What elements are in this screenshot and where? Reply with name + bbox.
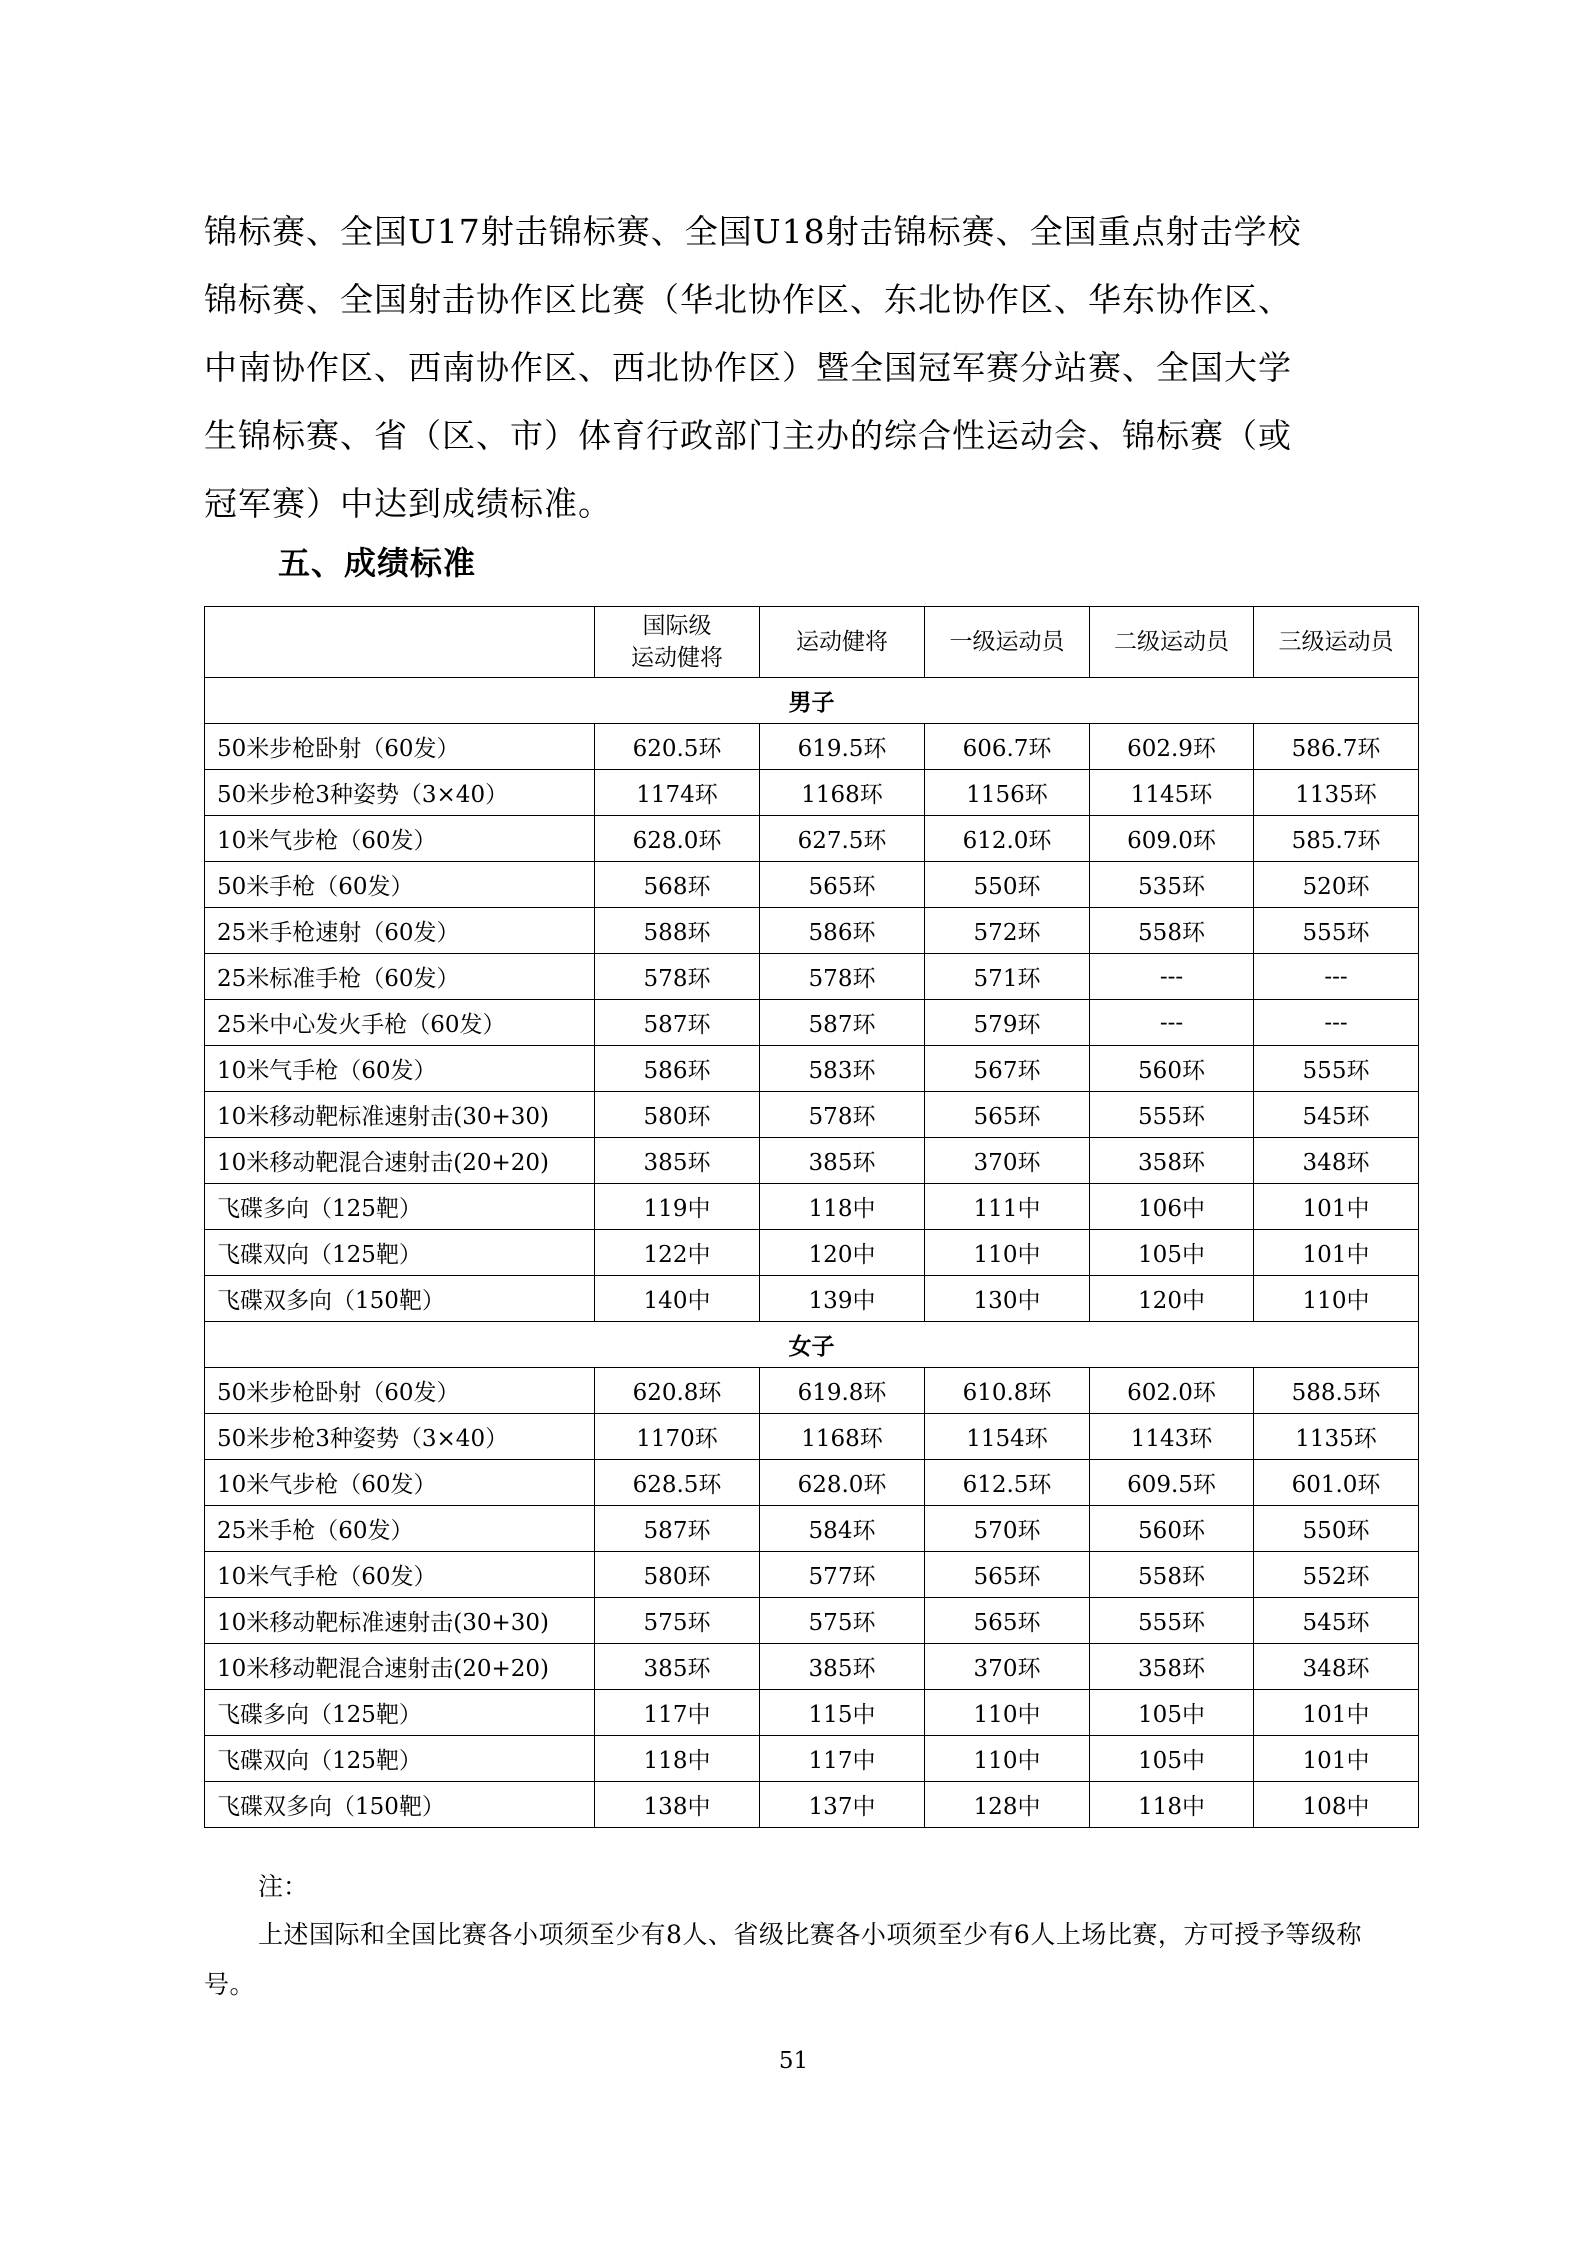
table-row (205, 1782, 1419, 1828)
score-cell: 588.5环 (1254, 1368, 1419, 1414)
score-cell: 110中 (925, 1230, 1090, 1276)
score-cell: 1145环 (1090, 770, 1254, 816)
event-cell: 飞碟多向（125靶） (205, 1690, 595, 1736)
score-cell: 101中 (1254, 1736, 1419, 1782)
score-cell: 555环 (1090, 1092, 1254, 1138)
event-cell: 10米气手枪（60发） (205, 1046, 595, 1092)
score-cell: 130中 (925, 1276, 1090, 1322)
score-cell: 552环 (1254, 1552, 1419, 1598)
event-cell: 10米气步枪（60发） (205, 1460, 595, 1506)
note-label: 注： (258, 1872, 309, 1901)
score-cell: 565环 (925, 1092, 1090, 1138)
event-cell: 飞碟多向（125靶） (205, 1184, 595, 1230)
event-cell: 飞碟双多向（150靶） (205, 1782, 595, 1828)
score-cell: 627.5环 (760, 816, 925, 862)
score-cell: 565环 (925, 1598, 1090, 1644)
score-cell: 584环 (760, 1506, 925, 1552)
score-cell: 108中 (1254, 1782, 1419, 1828)
score-cell: 101中 (1254, 1230, 1419, 1276)
score-cell: 578环 (760, 954, 925, 1000)
page-number: 51 (778, 2048, 809, 2074)
intro-line: 冠军赛）中达到成绩标准。 (204, 484, 612, 523)
score-cell: 585.7环 (1254, 816, 1419, 862)
score-cell: 602.9环 (1090, 724, 1254, 770)
score-cell: 580环 (595, 1552, 760, 1598)
score-cell: 118中 (760, 1184, 925, 1230)
table-row (205, 1552, 1419, 1598)
score-cell: 1168环 (760, 770, 925, 816)
table-row (205, 954, 1419, 1000)
score-cell: 117中 (760, 1736, 925, 1782)
score-cell: 119中 (595, 1184, 760, 1230)
score-cell: 587环 (595, 1000, 760, 1046)
event-cell: 飞碟双多向（150靶） (205, 1276, 595, 1322)
table-row (205, 1276, 1419, 1322)
table-row (205, 1138, 1419, 1184)
event-cell: 飞碟双向（125靶） (205, 1230, 595, 1276)
score-cell: 137中 (760, 1782, 925, 1828)
score-cell: 550环 (925, 862, 1090, 908)
score-cell: 520环 (1254, 862, 1419, 908)
section-row (205, 678, 1419, 724)
header-level3: 三级运动员 (1254, 607, 1419, 678)
score-cell: 570环 (925, 1506, 1090, 1552)
score-cell: 358环 (1090, 1644, 1254, 1690)
score-cell: 571环 (925, 954, 1090, 1000)
score-cell: 587环 (595, 1506, 760, 1552)
score-cell: 106中 (1090, 1184, 1254, 1230)
score-cell: 545环 (1254, 1598, 1419, 1644)
score-cell: 619.8环 (760, 1368, 925, 1414)
event-cell: 10米移动靶标准速射击(30+30) (205, 1092, 595, 1138)
section-label: 男子 (205, 678, 1419, 724)
score-cell: 535环 (1090, 862, 1254, 908)
score-cell: 545环 (1254, 1092, 1419, 1138)
note-text: 上述国际和全国比赛各小项须至少有8人、省级比赛各小项须至少有6人上场比赛，方可授予等级称号。 (204, 1920, 1362, 1999)
table-row (205, 770, 1419, 816)
event-cell: 25米手枪速射（60发） (205, 908, 595, 954)
event-cell: 50米手枪（60发） (205, 862, 595, 908)
table-row (205, 1506, 1419, 1552)
event-cell: 10米气手枪（60发） (205, 1552, 595, 1598)
header-international-line2: 运动健将 (631, 645, 723, 671)
score-cell: 555环 (1090, 1598, 1254, 1644)
section-row (205, 1322, 1419, 1368)
score-cell: 587环 (760, 1000, 925, 1046)
score-cell: 579环 (925, 1000, 1090, 1046)
score-cell: 558环 (1090, 1552, 1254, 1598)
event-cell: 25米中心发火手枪（60发） (205, 1000, 595, 1046)
event-cell: 50米步枪3种姿势（3×40） (205, 770, 595, 816)
table-row (205, 862, 1419, 908)
score-cell: 567环 (925, 1046, 1090, 1092)
score-cell: 110中 (1254, 1276, 1419, 1322)
score-cell: 560环 (1090, 1046, 1254, 1092)
score-cell: 555环 (1254, 1046, 1419, 1092)
score-cell: --- (1254, 1000, 1419, 1046)
event-cell: 50米步枪卧射（60发） (205, 1368, 595, 1414)
score-cell: 560环 (1090, 1506, 1254, 1552)
score-cell: 115中 (760, 1690, 925, 1736)
header-level2: 二级运动员 (1090, 607, 1254, 678)
section-heading: 五、成绩标准 (278, 544, 477, 582)
score-cell: 572环 (925, 908, 1090, 954)
score-cell: --- (1090, 1000, 1254, 1046)
score-cell: 385环 (595, 1644, 760, 1690)
table-header-row (205, 607, 1419, 678)
event-cell: 10米移动靶标准速射击(30+30) (205, 1598, 595, 1644)
score-cell: 628.0环 (760, 1460, 925, 1506)
score-cell: 612.5环 (925, 1460, 1090, 1506)
header-master: 运动健将 (760, 607, 925, 678)
score-cell: 609.5环 (1090, 1460, 1254, 1506)
event-cell: 10米移动靶混合速射击(20+20) (205, 1138, 595, 1184)
score-cell: 110中 (925, 1736, 1090, 1782)
score-cell: 586环 (595, 1046, 760, 1092)
score-cell: 575环 (595, 1598, 760, 1644)
table-row (205, 1690, 1419, 1736)
header-event (205, 607, 595, 678)
score-cell: 105中 (1090, 1736, 1254, 1782)
score-cell: 568环 (595, 862, 760, 908)
score-cell: 139中 (760, 1276, 925, 1322)
score-cell: 610.8环 (925, 1368, 1090, 1414)
score-cell: 555环 (1254, 908, 1419, 954)
score-cell: 1174环 (595, 770, 760, 816)
event-cell: 25米手枪（60发） (205, 1506, 595, 1552)
score-cell: 612.0环 (925, 816, 1090, 862)
score-cell: 140中 (595, 1276, 760, 1322)
score-cell: 385环 (595, 1138, 760, 1184)
event-cell: 10米移动靶混合速射击(20+20) (205, 1644, 595, 1690)
event-cell: 飞碟双向（125靶） (205, 1736, 595, 1782)
score-cell: 586.7环 (1254, 724, 1419, 770)
table-row (205, 1736, 1419, 1782)
table-row (205, 1000, 1419, 1046)
event-cell: 10米气步枪（60发） (205, 816, 595, 862)
event-cell: 50米步枪3种姿势（3×40） (205, 1414, 595, 1460)
score-cell: 385环 (760, 1138, 925, 1184)
score-cell: 120中 (760, 1230, 925, 1276)
score-cell: 606.7环 (925, 724, 1090, 770)
table-row (205, 1092, 1419, 1138)
score-cell: 580环 (595, 1092, 760, 1138)
header-level1: 一级运动员 (925, 607, 1090, 678)
table-row (205, 1368, 1419, 1414)
score-cell: 588环 (595, 908, 760, 954)
score-cell: 565环 (925, 1552, 1090, 1598)
score-cell: 117中 (595, 1690, 760, 1736)
intro-line: 锦标赛、全国射击协作区比赛（华北协作区、东北协作区、华东协作区、 (204, 280, 1292, 319)
score-cell: 118中 (595, 1736, 760, 1782)
score-cell: 578环 (760, 1092, 925, 1138)
score-cell: 122中 (595, 1230, 760, 1276)
score-cell: 601.0环 (1254, 1460, 1419, 1506)
table-row (205, 1460, 1419, 1506)
score-cell: 1135环 (1254, 770, 1419, 816)
score-cell: 1168环 (760, 1414, 925, 1460)
score-cell: 128中 (925, 1782, 1090, 1828)
score-cell: 385环 (760, 1644, 925, 1690)
score-cell: 105中 (1090, 1690, 1254, 1736)
score-cell: --- (1090, 954, 1254, 1000)
event-cell: 25米标准手枪（60发） (205, 954, 595, 1000)
score-cell: 101中 (1254, 1184, 1419, 1230)
score-cell: 120中 (1090, 1276, 1254, 1322)
score-cell: 358环 (1090, 1138, 1254, 1184)
score-cell: 111中 (925, 1184, 1090, 1230)
score-cell: 602.0环 (1090, 1368, 1254, 1414)
header-international (595, 607, 760, 678)
score-cell: 348环 (1254, 1644, 1419, 1690)
score-cell: 138中 (595, 1782, 760, 1828)
intro-paragraph (204, 198, 1394, 538)
table-row (205, 816, 1419, 862)
score-cell: 1170环 (595, 1414, 760, 1460)
score-cell: 1135环 (1254, 1414, 1419, 1460)
table-body (205, 678, 1419, 1828)
header-international-line1: 国际级 (642, 613, 712, 639)
score-cell: 609.0环 (1090, 816, 1254, 862)
intro-line: 中南协作区、西南协作区、西北协作区）暨全国冠军赛分站赛、全国大学 (204, 348, 1292, 387)
score-cell: 575环 (760, 1598, 925, 1644)
score-cell: 1154环 (925, 1414, 1090, 1460)
score-cell: 577环 (760, 1552, 925, 1598)
table-row (205, 1230, 1419, 1276)
event-cell: 50米步枪卧射（60发） (205, 724, 595, 770)
table-row (205, 1598, 1419, 1644)
score-cell: 586环 (760, 908, 925, 954)
score-cell: 1143环 (1090, 1414, 1254, 1460)
score-cell: 628.5环 (595, 1460, 760, 1506)
score-cell: 370环 (925, 1644, 1090, 1690)
intro-line: 锦标赛、全国U17射击锦标赛、全国U18射击锦标赛、全国重点射击学校 (204, 212, 1302, 251)
table-row (205, 724, 1419, 770)
section-label: 女子 (205, 1322, 1419, 1368)
score-cell: 620.8环 (595, 1368, 760, 1414)
score-cell: 578环 (595, 954, 760, 1000)
score-cell: 620.5环 (595, 724, 760, 770)
score-cell: 550环 (1254, 1506, 1419, 1552)
score-cell: 370环 (925, 1138, 1090, 1184)
score-cell: 110中 (925, 1690, 1090, 1736)
score-cell: --- (1254, 954, 1419, 1000)
table-row (205, 1414, 1419, 1460)
table-row (205, 1046, 1419, 1092)
table-row (205, 1644, 1419, 1690)
score-cell: 118中 (1090, 1782, 1254, 1828)
score-cell: 565环 (760, 862, 925, 908)
intro-line: 生锦标赛、省（区、市）体育行政部门主办的综合性运动会、锦标赛（或 (204, 416, 1292, 455)
score-cell: 1156环 (925, 770, 1090, 816)
score-cell: 558环 (1090, 908, 1254, 954)
score-cell: 101中 (1254, 1690, 1419, 1736)
table-row (205, 1184, 1419, 1230)
table-row (205, 908, 1419, 954)
score-standards-table (204, 606, 1419, 1828)
score-cell: 348环 (1254, 1138, 1419, 1184)
score-cell: 619.5环 (760, 724, 925, 770)
score-cell: 583环 (760, 1046, 925, 1092)
score-cell: 105中 (1090, 1230, 1254, 1276)
score-cell: 628.0环 (595, 816, 760, 862)
